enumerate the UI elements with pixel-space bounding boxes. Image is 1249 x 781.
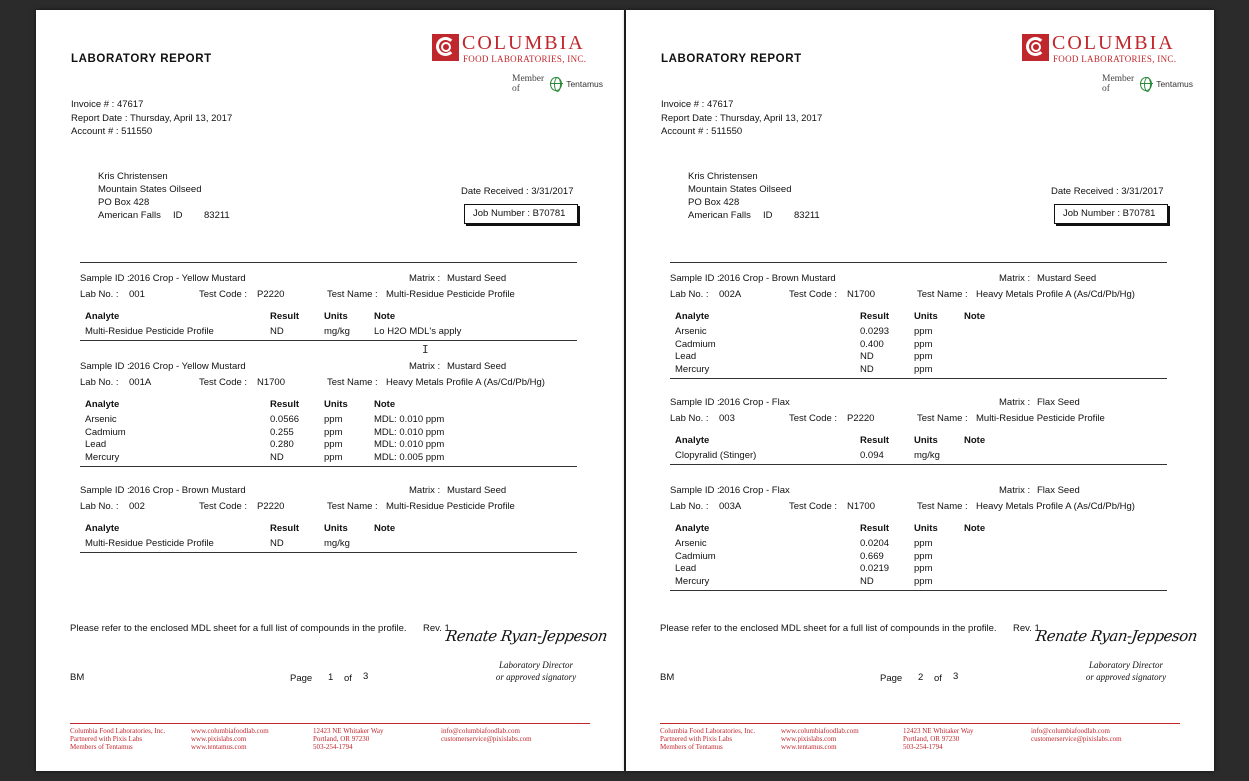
test-name-label: Test Name :: [327, 377, 378, 388]
job-number-box: Job Number : B70781: [464, 204, 578, 224]
matrix-label: Matrix :: [409, 485, 441, 496]
columbia-logo: [432, 32, 602, 102]
matrix-value: Flax Seed: [1037, 397, 1080, 408]
units-cell: mg/kg: [914, 450, 940, 461]
analyte-cell: Mercury: [675, 575, 710, 587]
analyte-cell: Cadmium: [675, 550, 716, 562]
director-signature: Renate Ryan-Jeppeson: [444, 627, 609, 645]
matrix-value: Mustard Seed: [1037, 273, 1097, 284]
lab-no-label: Lab No. :: [670, 289, 709, 300]
units-cell: ppm: [914, 363, 933, 375]
units-cell: ppm: [914, 326, 933, 337]
note-cell: MDL: 0.010 ppm: [374, 439, 445, 450]
of-label: of: [934, 673, 942, 684]
analyte-cell: Lead: [675, 351, 697, 362]
mdl-note: Please refer to the enclosed MDL sheet for a full list of compounds in the profile.: [70, 623, 407, 634]
tentamus-label: Tentamus: [566, 79, 604, 89]
mdl-note: Please refer to the enclosed MDL sheet for a full list of compounds in the profile.: [660, 623, 997, 634]
result-cell: 0.0204: [860, 538, 890, 549]
test-name-label: Test Name :: [917, 289, 968, 300]
result-cell: 0.0293: [860, 326, 890, 337]
analyte-header: Analyte: [675, 435, 710, 446]
result-cell: ND: [270, 451, 284, 463]
job-number-box: Job Number : B70781: [1054, 204, 1168, 224]
footer-col3-line: 12423 NE Whitaker Way: [313, 727, 384, 735]
client-po-box: PO Box 428: [98, 197, 150, 208]
analyte-cell: Mercury: [675, 363, 710, 375]
units-cell: ppm: [324, 414, 343, 425]
section-divider: [80, 552, 577, 553]
lab-no-value: 001A: [129, 377, 152, 388]
section-divider: [80, 466, 577, 467]
page-total: 3: [953, 671, 959, 682]
test-code-label: Test Code :: [789, 413, 838, 424]
footer-col2-line: www.columbiafoodlab.com: [781, 727, 859, 735]
test-code-value: P2220: [257, 289, 285, 300]
report-page: [36, 10, 624, 771]
units-cell: mg/kg: [324, 538, 350, 549]
test-name-value: Multi-Residue Pesticide Profile: [386, 501, 515, 512]
analyte-cell: Arsenic: [675, 538, 707, 549]
units-cell: ppm: [914, 550, 933, 562]
analyte-header: Analyte: [85, 311, 120, 322]
lab-no-label: Lab No. :: [80, 377, 119, 388]
director-signature: Renate Ryan-Jeppeson: [1034, 627, 1199, 645]
matrix-value: Mustard Seed: [447, 485, 507, 496]
analyte-cell: Multi-Residue Pesticide Profile: [85, 538, 214, 549]
analyte-cell: Mercury: [85, 451, 120, 463]
client-state: ID: [173, 210, 183, 221]
footer-col4-line: info@columbiafoodlab.com: [1031, 727, 1110, 735]
tentamus-label: Tentamus: [1156, 79, 1194, 89]
account-number: Account # : 511550: [661, 126, 743, 137]
section-divider: [670, 262, 1167, 263]
section-divider: [670, 464, 1167, 465]
note-header: Note: [964, 311, 986, 322]
tentamus-globe-icon: [1140, 77, 1152, 91]
section-divider: [80, 340, 577, 341]
footer-col2-line: www.columbiafoodlab.com: [191, 727, 269, 735]
section-divider: [80, 262, 577, 263]
note-cell: MDL: 0.010 ppm: [374, 414, 445, 425]
member-of-label: Member of: [1102, 74, 1135, 94]
test-code-value: N1700: [847, 501, 875, 512]
client-city: American Falls: [98, 210, 161, 221]
units-header: Units: [324, 311, 348, 322]
units-header: Units: [914, 311, 938, 322]
member-of-tentamus: [512, 74, 603, 94]
footer-col1-line: Columbia Food Laboratories, Inc.: [660, 727, 756, 735]
sample-id-value: 2016 Crop - Brown Mustard: [719, 273, 836, 284]
matrix-label: Matrix :: [999, 485, 1031, 496]
result-cell: 0.669: [860, 550, 884, 562]
footer-col2-line: www.pixislabs.com: [191, 735, 247, 743]
test-code-value: N1700: [257, 377, 285, 388]
result-cell: ND: [860, 363, 874, 375]
units-header: Units: [914, 435, 938, 446]
footer-col2-line: www.tentamus.com: [781, 743, 837, 751]
page-number: 2: [918, 672, 924, 683]
note-header: Note: [964, 523, 986, 534]
units-cell: ppm: [914, 538, 933, 549]
units-header: Units: [324, 399, 348, 410]
report-title: LABORATORY REPORT: [661, 53, 802, 65]
columbia-logo: [1022, 32, 1192, 102]
footer-col1-line: Members of Tentamus: [70, 743, 133, 751]
footer-col4-line: customerservice@pixislabs.com: [441, 735, 532, 743]
test-name-label: Test Name :: [917, 413, 968, 424]
note-cell: MDL: 0.005 ppm: [374, 451, 445, 463]
member-of-label: Member of: [512, 74, 545, 94]
units-cell: ppm: [914, 563, 933, 574]
note-header: Note: [374, 399, 396, 410]
initials: BM: [660, 672, 675, 683]
units-cell: ppm: [324, 451, 343, 463]
client-company: Mountain States Oilseed: [98, 184, 202, 195]
analyte-cell: Arsenic: [675, 326, 707, 337]
analyte-header: Analyte: [675, 311, 710, 322]
invoice-number: Invoice # : 47617: [71, 99, 144, 110]
units-cell: mg/kg: [324, 326, 350, 337]
client-city: American Falls: [688, 210, 751, 221]
analyte-cell: Lead: [85, 439, 107, 450]
note-header: Note: [374, 523, 396, 534]
lab-no-label: Lab No. :: [670, 413, 709, 424]
director-title: Laboratory Director: [1089, 660, 1163, 670]
result-header: Result: [270, 523, 300, 534]
date-received: Date Received : 3/31/2017: [1051, 186, 1164, 197]
account-number: Account # : 511550: [71, 126, 153, 137]
lab-no-label: Lab No. :: [80, 289, 119, 300]
sample-id-value: 2016 Crop - Flax: [719, 397, 790, 408]
director-title: Laboratory Director: [499, 660, 573, 670]
test-name-value: Multi-Residue Pesticide Profile: [386, 289, 515, 300]
units-cell: ppm: [324, 426, 343, 438]
result-cell: 0.255: [270, 426, 294, 438]
footer-col2-line: www.pixislabs.com: [781, 735, 837, 743]
analyte-header: Analyte: [85, 523, 120, 534]
footer-col3-line: Portland, OR 97230: [903, 735, 960, 743]
lab-no-value: 003: [719, 413, 735, 424]
logo-subtitle: FOOD LABORATORIES, INC.: [1053, 54, 1177, 64]
matrix-label: Matrix :: [999, 273, 1031, 284]
test-code-value: N1700: [847, 289, 875, 300]
footer-col3-line: Portland, OR 97230: [313, 735, 370, 743]
note-cell: Lo H2O MDL's apply: [374, 326, 462, 337]
note-header: Note: [964, 435, 986, 446]
analyte-cell: Lead: [675, 563, 697, 574]
matrix-value: Flax Seed: [1037, 485, 1080, 496]
page-label: Page: [880, 673, 903, 684]
of-label: of: [344, 673, 352, 684]
date-received: Date Received : 3/31/2017: [461, 186, 574, 197]
footer-col3-line: 503-254-1794: [313, 743, 353, 751]
result-header: Result: [860, 435, 890, 446]
result-cell: 0.400: [860, 338, 884, 350]
columbia-logo-icon: [432, 34, 459, 61]
result-header: Result: [860, 523, 890, 534]
test-name-value: Heavy Metals Profile A (As/Cd/Pb/Hg): [386, 377, 545, 388]
columbia-logo-icon: [1022, 34, 1049, 61]
analyte-cell: Arsenic: [85, 414, 117, 425]
report-date: Report Date : Thursday, April 13, 2017: [661, 113, 823, 124]
note-header: Note: [374, 311, 396, 322]
test-code-label: Test Code :: [789, 289, 838, 300]
logo-name: COLUMBIA: [1052, 32, 1175, 54]
matrix-value: Mustard Seed: [447, 273, 507, 284]
tentamus-globe-icon: [550, 77, 562, 91]
test-code-label: Test Code :: [199, 501, 248, 512]
footer-col1-line: Members of Tentamus: [660, 743, 723, 751]
footer-divider: [660, 723, 1180, 724]
matrix-value: Mustard Seed: [447, 361, 507, 372]
analyte-cell: Cadmium: [675, 338, 716, 350]
analyte-header: Analyte: [675, 523, 710, 534]
analyte-header: Analyte: [85, 399, 120, 410]
result-cell: ND: [860, 351, 874, 362]
page-total: 3: [363, 671, 369, 682]
client-zip: 83211: [204, 210, 230, 221]
result-cell: 0.0219: [860, 563, 890, 574]
test-code-label: Test Code :: [199, 377, 248, 388]
analyte-cell: Cadmium: [85, 426, 126, 438]
result-cell: ND: [270, 538, 284, 549]
sample-id-label: Sample ID :: [80, 361, 130, 372]
units-header: Units: [324, 523, 348, 534]
footer-col4-line: customerservice@pixislabs.com: [1031, 735, 1122, 743]
logo-name: COLUMBIA: [462, 32, 585, 54]
note-cell: MDL: 0.010 ppm: [374, 426, 445, 438]
matrix-label: Matrix :: [409, 273, 441, 284]
client-zip: 83211: [794, 210, 820, 221]
test-name-value: Multi-Residue Pesticide Profile: [976, 413, 1105, 424]
footer-divider: [70, 723, 590, 724]
signatory-label: or approved signatory: [1085, 672, 1167, 682]
units-header: Units: [914, 523, 938, 534]
result-cell: ND: [860, 575, 874, 587]
sample-id-label: Sample ID :: [670, 273, 720, 284]
lab-no-label: Lab No. :: [670, 501, 709, 512]
section-divider: [670, 590, 1167, 591]
logo-subtitle: FOOD LABORATORIES, INC.: [463, 54, 587, 64]
analyte-cell: Clopyralid (Stinger): [675, 450, 757, 461]
sample-id-value: 2016 Crop - Yellow Mustard: [129, 361, 246, 372]
test-code-label: Test Code :: [199, 289, 248, 300]
result-cell: ND: [270, 326, 284, 337]
footer-col4-line: info@columbiafoodlab.com: [441, 727, 520, 735]
analyte-cell: Multi-Residue Pesticide Profile: [85, 326, 214, 337]
revision: Rev. 1: [1013, 623, 1040, 634]
sample-id-value: 2016 Crop - Brown Mustard: [129, 485, 246, 496]
member-of-tentamus: [1102, 74, 1193, 94]
sample-id-value: 2016 Crop - Flax: [719, 485, 790, 496]
units-cell: ppm: [914, 351, 933, 362]
report-title: LABORATORY REPORT: [71, 53, 212, 65]
lab-no-value: 001: [129, 289, 145, 300]
lab-no-label: Lab No. :: [80, 501, 119, 512]
text-cursor-icon: I: [422, 343, 429, 356]
signatory-label: or approved signatory: [495, 672, 577, 682]
lab-no-value: 003A: [719, 501, 742, 512]
page-label: Page: [290, 673, 313, 684]
test-code-value: P2220: [847, 413, 875, 424]
lab-no-value: 002: [129, 501, 145, 512]
client-state: ID: [763, 210, 773, 221]
client-name: Kris Christensen: [98, 171, 168, 182]
sample-id-label: Sample ID :: [670, 397, 720, 408]
test-name-label: Test Name :: [327, 501, 378, 512]
revision: Rev. 1: [423, 623, 450, 634]
test-name-label: Test Name :: [327, 289, 378, 300]
client-company: Mountain States Oilseed: [688, 184, 792, 195]
test-name-label: Test Name :: [917, 501, 968, 512]
sample-id-value: 2016 Crop - Yellow Mustard: [129, 273, 246, 284]
invoice-number: Invoice # : 47617: [661, 99, 734, 110]
footer-col1-line: Partnered with Pixis Labs: [660, 735, 733, 743]
footer-col3-line: 503-254-1794: [903, 743, 943, 751]
sample-id-label: Sample ID :: [670, 485, 720, 496]
test-code-value: P2220: [257, 501, 285, 512]
lab-no-value: 002A: [719, 289, 742, 300]
result-cell: 0.0566: [270, 414, 300, 425]
section-divider: [670, 378, 1167, 379]
footer-col1-line: Columbia Food Laboratories, Inc.: [70, 727, 166, 735]
initials: BM: [70, 672, 85, 683]
units-cell: ppm: [914, 575, 933, 587]
page-number: 1: [328, 672, 334, 683]
sample-id-label: Sample ID :: [80, 273, 130, 284]
sample-id-label: Sample ID :: [80, 485, 130, 496]
client-po-box: PO Box 428: [688, 197, 740, 208]
test-name-value: Heavy Metals Profile A (As/Cd/Pb/Hg): [976, 289, 1135, 300]
result-cell: 0.094: [860, 450, 884, 461]
result-header: Result: [270, 311, 300, 322]
report-page: [626, 10, 1214, 771]
units-cell: ppm: [914, 338, 933, 350]
units-cell: ppm: [324, 439, 343, 450]
test-name-value: Heavy Metals Profile A (As/Cd/Pb/Hg): [976, 501, 1135, 512]
result-header: Result: [860, 311, 890, 322]
report-date: Report Date : Thursday, April 13, 2017: [71, 113, 233, 124]
matrix-label: Matrix :: [409, 361, 441, 372]
result-cell: 0.280: [270, 439, 294, 450]
footer-col3-line: 12423 NE Whitaker Way: [903, 727, 974, 735]
matrix-label: Matrix :: [999, 397, 1031, 408]
result-header: Result: [270, 399, 300, 410]
footer-col1-line: Partnered with Pixis Labs: [70, 735, 143, 743]
footer-col2-line: www.tentamus.com: [191, 743, 247, 751]
client-name: Kris Christensen: [688, 171, 758, 182]
test-code-label: Test Code :: [789, 501, 838, 512]
